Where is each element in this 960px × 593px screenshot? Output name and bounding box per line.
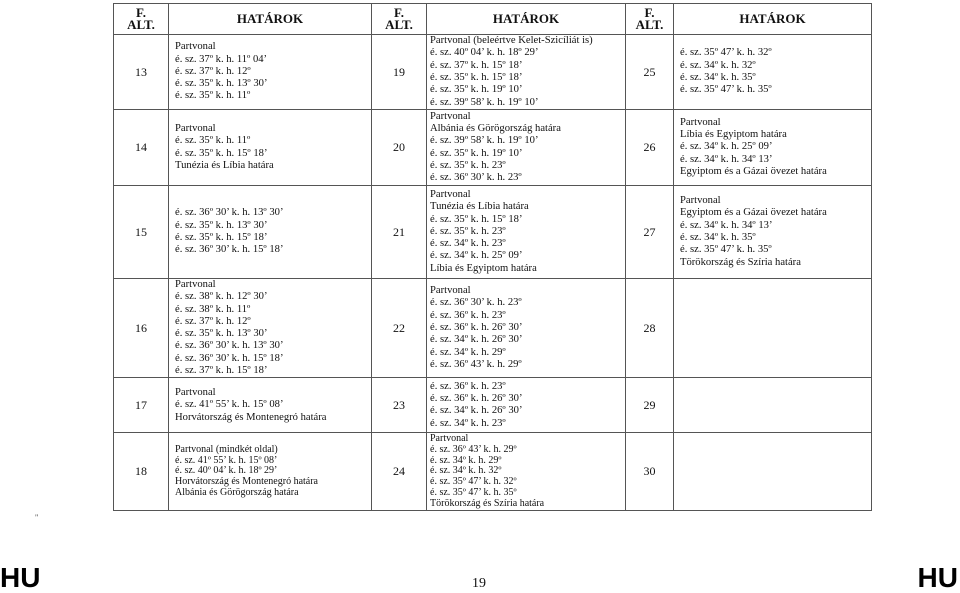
margin-mark: " [35, 513, 39, 522]
boundary-line: é. sz. 35º k. h. 11º [175, 90, 251, 102]
boundary-line: Partvonal (beleértve Kelet-Szicíliát is) [430, 35, 593, 47]
boundary-line: é. sz. 40º 04’ k. h. 18º 29’ [175, 465, 278, 477]
boundary-line: é. sz. 36º k. h. 23º [430, 309, 506, 321]
boundary-line: é. sz. 35º 47’ k. h. 32º [430, 476, 517, 488]
boundary-line: é. sz. 34º k. h. 34º 13’ [680, 153, 773, 165]
boundary-line: é. sz. 34º k. h. 26º 30’ [430, 405, 523, 417]
boundaries-table-body [114, 35, 872, 511]
header-subarea-number [114, 4, 169, 35]
subarea-number: 25 [626, 35, 674, 110]
boundary-line: Horvátország és Montenegró határa [175, 476, 318, 488]
boundary-line: é. sz. 35º k. h. 15º 18’ [430, 213, 523, 225]
table-row [114, 378, 872, 433]
boundary-line: é. sz. 38º k. h. 11º [175, 303, 251, 315]
boundary-line: é. sz. 39º 58’ k. h. 19º 10’ [430, 96, 539, 108]
boundary-line: é. sz. 35º k. h. 15º 18’ [430, 72, 523, 83]
boundary-line: é. sz. 41º 55’ k. h. 15º 08’ [175, 454, 278, 466]
boundary-line: é. sz. 35º k. h. 15º 18’ [175, 147, 268, 159]
boundary-line: é. sz. 35º k. h. 19º 10’ [430, 84, 523, 96]
subarea-number: 21 [372, 186, 427, 279]
subarea-number: 17 [114, 378, 169, 433]
boundary-line: é. sz. 36º 30’ k. h. 13º 30’ [175, 340, 284, 352]
subarea-boundaries [674, 433, 872, 511]
boundary-line: é. sz. 34º k. h. 32º [430, 465, 502, 477]
boundary-line: é. sz. 34º k. h. 23º [430, 238, 506, 250]
boundary-line: é. sz. 35º k. h. 23º [430, 159, 506, 171]
subarea-boundaries [674, 186, 872, 279]
boundary-line: Tunézia és Líbia határa [430, 201, 529, 213]
footer-country-code-right: HU [917, 562, 958, 593]
boundary-line: é. sz. 34º k. h. 29º [430, 346, 506, 358]
boundary-line: é. sz. 35º k. h. 23º [430, 225, 506, 237]
boundary-line: Partvonal [430, 110, 471, 122]
subarea-boundaries [427, 279, 626, 378]
subarea-boundaries [427, 378, 626, 433]
boundary-line: é. sz. 34º k. h. 32º [680, 59, 756, 71]
subarea-boundaries [674, 378, 872, 433]
header-alt-line1: F. [136, 5, 146, 20]
header-alt-line1: F. [394, 5, 404, 20]
subarea-boundaries [674, 35, 872, 110]
subarea-number: 29 [626, 378, 674, 433]
boundary-line: é. sz. 34º k. h. 25º 09’ [680, 141, 773, 153]
boundary-line: é. sz. 35º 47’ k. h. 35º [430, 487, 517, 499]
boundary-line: é. sz. 34º k. h. 26º 30’ [430, 334, 523, 346]
table-row [114, 279, 872, 378]
header-boundaries: HATÁROK [674, 4, 872, 35]
boundary-line: Albánia és Görögország határa [175, 487, 299, 499]
boundary-line: é. sz. 37º k. h. 15º 18’ [430, 59, 523, 71]
boundary-line: Partvonal (mindkét oldal) [175, 443, 278, 455]
boundary-line: é. sz. 35º k. h. 15º 18’ [175, 232, 268, 243]
header-subarea-number [626, 4, 674, 35]
table-row [114, 433, 872, 511]
boundary-line: é. sz. 37º k. h. 12º [175, 315, 251, 327]
page-number: 19 [472, 576, 486, 591]
table-header [114, 4, 872, 35]
boundary-line: Partvonal [175, 279, 216, 290]
subarea-boundaries [427, 186, 626, 279]
subarea-boundaries [674, 110, 872, 186]
subarea-boundaries [427, 110, 626, 186]
subarea-number: 27 [626, 186, 674, 279]
boundary-line: é. sz. 35º 47’ k. h. 35º [680, 84, 772, 96]
boundary-line: Törökország és Szíria határa [430, 498, 545, 510]
boundary-line: é. sz. 36º 30’ k. h. 15º 18’ [175, 244, 284, 256]
boundary-line: Líbia és Egyiptom határa [430, 262, 537, 274]
subarea-number: 24 [372, 433, 427, 511]
boundary-line: é. sz. 37º k. h. 15º 18’ [175, 365, 268, 377]
boundary-line: Partvonal [430, 285, 471, 297]
subarea-boundaries [169, 35, 372, 110]
footer-country-code-left: HU [0, 562, 41, 593]
boundary-line: Partvonal [175, 41, 216, 53]
subarea-number: 13 [114, 35, 169, 110]
boundary-line: é. sz. 36º 43’ k. h. 29º [430, 358, 522, 370]
fishing-subareas-boundaries-table [113, 3, 872, 511]
boundary-line: Partvonal [680, 116, 721, 128]
subarea-boundaries [169, 186, 372, 279]
boundary-line: é. sz. 36º k. h. 26º 30’ [430, 322, 523, 334]
subarea-number: 14 [114, 110, 169, 186]
subarea-number: 22 [372, 279, 427, 378]
boundary-line: Partvonal [430, 432, 469, 444]
subarea-boundaries [427, 433, 626, 511]
header-boundaries: HATÁROK [169, 4, 372, 35]
subarea-boundaries [169, 378, 372, 433]
boundary-line: é. sz. 35º k. h. 11º [175, 135, 251, 147]
boundary-line: é. sz. 34º k. h. 25º 09’ [430, 250, 523, 262]
boundary-line: Törökország és Szíria határa [680, 256, 801, 268]
boundary-line: Partvonal [430, 188, 471, 200]
header-row [114, 4, 872, 35]
boundary-line: é. sz. 37º k. h. 12º [175, 65, 251, 77]
boundary-line: é. sz. 36º 30’ k. h. 23º [430, 172, 522, 184]
boundary-line: é. sz. 34º k. h. 23º [430, 417, 506, 429]
header-alt-line2: ALT. [385, 17, 413, 32]
boundary-line: Albánia és Görögország határa [430, 122, 561, 134]
header-boundaries: HATÁROK [427, 4, 626, 35]
table-row [114, 186, 872, 279]
boundary-line: Partvonal [175, 386, 216, 398]
boundary-line: Líbia és Egyiptom határa [680, 129, 787, 141]
boundary-line: é. sz. 36º k. h. 26º 30’ [430, 393, 523, 405]
boundary-line: é. sz. 36º k. h. 23º [430, 380, 506, 392]
table-row [114, 35, 872, 110]
boundary-line: é. sz. 41º 55’ k. h. 15º 08’ [175, 399, 284, 411]
header-alt-line2: ALT. [635, 17, 664, 32]
subarea-number: 30 [626, 433, 674, 511]
boundary-line: é. sz. 34º k. h. 34º 13’ [680, 219, 773, 231]
header-alt-line1: F. [644, 5, 655, 20]
subarea-boundaries [169, 279, 372, 378]
boundary-line: é. sz. 35º k. h. 19º 10’ [430, 147, 523, 159]
table-row [114, 110, 872, 186]
boundary-line: Horvátország és Montenegró határa [175, 411, 327, 423]
boundary-line: Tunézia és Líbia határa [175, 159, 274, 171]
boundary-line: é. sz. 34º k. h. 29º [430, 454, 502, 466]
boundary-line: é. sz. 40º 04’ k. h. 18º 29’ [430, 47, 539, 59]
boundary-line: é. sz. 36º 30’ k. h. 15º 18’ [175, 352, 284, 364]
subarea-number: 16 [114, 279, 169, 378]
subarea-boundaries [169, 433, 372, 511]
boundary-line: Egyiptom és a Gázai övezet határa [680, 165, 827, 177]
boundary-line: é. sz. 35º 47’ k. h. 32º [680, 47, 772, 59]
subarea-number: 26 [626, 110, 674, 186]
boundary-line: é. sz. 35º k. h. 13º 30’ [175, 219, 268, 231]
subarea-number: 19 [372, 35, 427, 110]
boundary-line: Partvonal [680, 195, 721, 207]
boundary-line: é. sz. 35º k. h. 13º 30’ [175, 328, 268, 340]
subarea-number: 28 [626, 279, 674, 378]
subarea-boundaries [169, 110, 372, 186]
boundary-line: é. sz. 36º 30’ k. h. 13º 30’ [175, 207, 284, 219]
boundary-line: é. sz. 35º 47’ k. h. 35º [680, 244, 772, 256]
header-alt-line2: ALT. [127, 17, 155, 32]
boundary-line: Egyiptom és a Gázai övezet határa [680, 207, 827, 219]
subarea-boundaries [427, 35, 626, 110]
boundary-line: é. sz. 34º k. h. 35º [680, 72, 756, 83]
subarea-boundaries [674, 279, 872, 378]
subarea-number: 18 [114, 433, 169, 511]
boundary-line: Partvonal [175, 122, 216, 134]
boundary-line: é. sz. 36º 43’ k. h. 29º [430, 443, 517, 455]
boundary-line: é. sz. 39º 58’ k. h. 19º 10’ [430, 135, 539, 147]
header-subarea-number [372, 4, 427, 35]
subarea-number: 23 [372, 378, 427, 433]
boundary-line: é. sz. 37º k. h. 11º 04’ [175, 53, 268, 65]
boundary-line: é. sz. 38º k. h. 12º 30’ [175, 291, 268, 303]
subarea-number: 15 [114, 186, 169, 279]
boundary-line: é. sz. 36º 30’ k. h. 23º [430, 297, 522, 309]
boundary-line: é. sz. 35º k. h. 13º 30’ [175, 78, 268, 90]
subarea-number: 20 [372, 110, 427, 186]
boundary-line: é. sz. 34º k. h. 35º [680, 232, 756, 243]
